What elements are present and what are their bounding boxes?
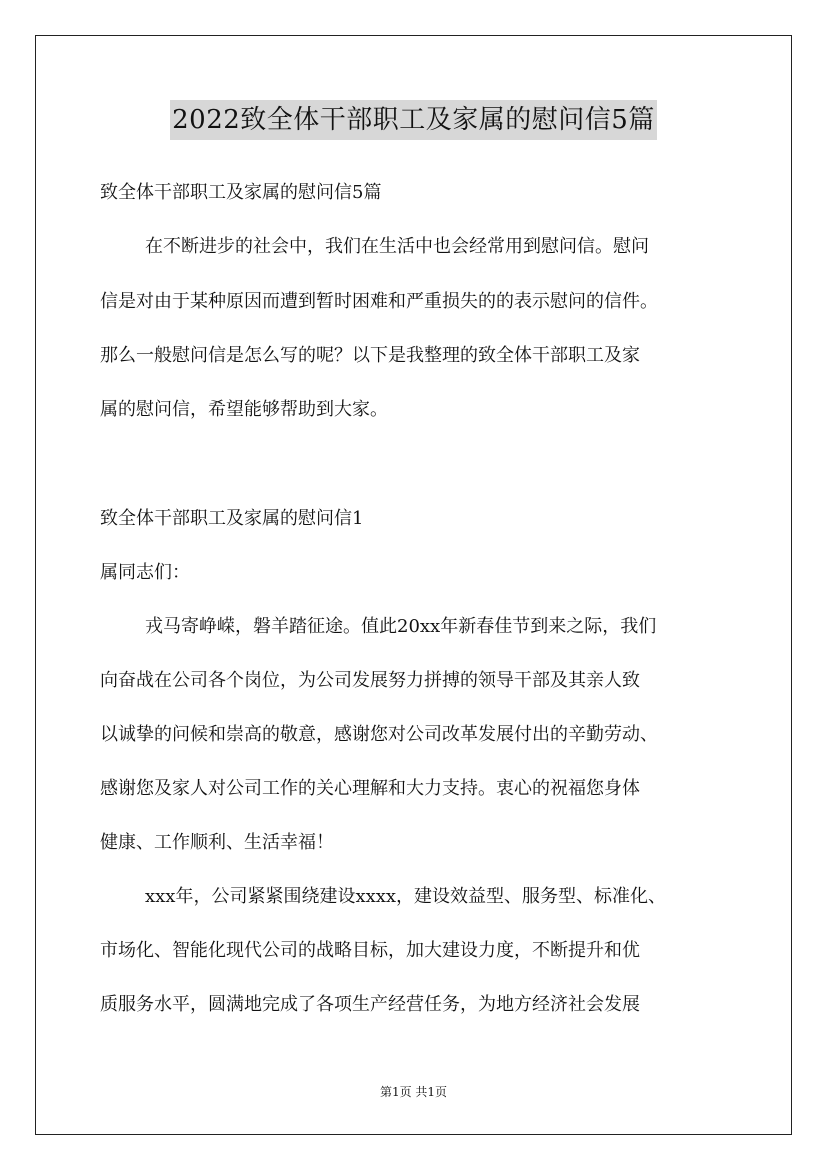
salutation: 属同志们： xyxy=(100,562,190,583)
page-number: 第1页 共1页 xyxy=(379,1085,448,1099)
paragraph-line: 市场化、智能化现代公司的战略目标，加大建设力度，不断提升和优 xyxy=(100,940,640,961)
paragraph-line: 健康、工作顺利、生活幸福！ xyxy=(100,832,334,853)
intro-line: 在不断进步的社会中，我们在生活中也会经常用到慰问信。慰问 xyxy=(145,236,649,257)
paragraph-line: 戎马寄峥嵘，磐羊踏征途。值此20xx年新春佳节到来之际，我们 xyxy=(145,616,657,637)
intro-line: 那么一般慰问信是怎么写的呢？以下是我整理的致全体干部职工及家 xyxy=(100,345,640,366)
document-title: 2022致全体干部职工及家属的慰问信5篇 xyxy=(170,100,657,140)
paragraph-line: 感谢您及家人对公司工作的关心理解和大力支持。衷心的祝福您身体 xyxy=(100,778,640,799)
intro-line: 信是对由于某种原因而遭到暂时困难和严重损失的的表示慰问的信件。 xyxy=(100,291,658,312)
paragraph-line: xxx年，公司紧紧围绕建设xxxx，建设效益型、服务型、标准化、 xyxy=(145,886,667,907)
paragraph-line: 以诚挚的问候和崇高的敬意，感谢您对公司改革发展付出的辛勤劳动、 xyxy=(100,724,658,745)
document-subtitle: 致全体干部职工及家属的慰问信5篇 xyxy=(100,182,382,203)
paragraph-line: 向奋战在公司各个岗位，为公司发展努力拼搏的领导干部及其亲人致 xyxy=(100,670,640,691)
intro-line: 属的慰问信，希望能够帮助到大家。 xyxy=(100,399,388,420)
title-container xyxy=(0,100,827,140)
letter-heading: 致全体干部职工及家属的慰问信1 xyxy=(100,508,364,529)
paragraph-line: 质服务水平，圆满地完成了各项生产经营任务，为地方经济社会发展 xyxy=(100,994,640,1015)
